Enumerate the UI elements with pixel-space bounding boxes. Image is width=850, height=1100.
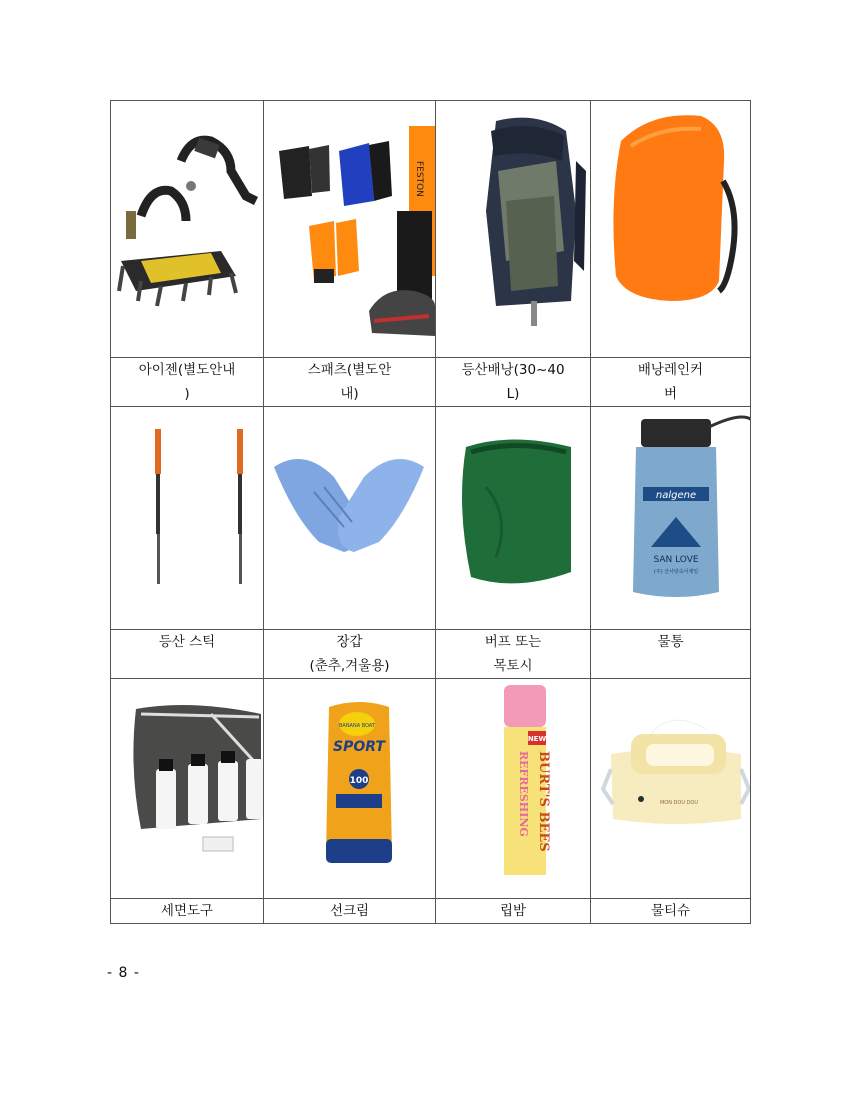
gaiters-label-line2: 내) (340, 386, 359, 402)
wet-wipes-icon (591, 679, 750, 898)
lipbalm-flavor-text: REFRESHING (517, 751, 530, 837)
poles-label-line1: 등산 스틱 (158, 634, 216, 650)
buff-label-line2: 목토시 (493, 658, 533, 674)
toiletries-image-cell (111, 679, 264, 899)
backpack-label-line2: L) (506, 386, 520, 402)
lip-balm-label-cell (436, 899, 591, 924)
bottle-image-cell (591, 407, 751, 630)
wet-wipes-image-cell (591, 679, 751, 899)
water-bottle-icon (591, 407, 750, 629)
pack-cover-icon (591, 101, 750, 357)
gloves-label-cell (264, 630, 436, 679)
poles-image-cell (111, 407, 264, 630)
gaiters-image-cell (264, 101, 436, 358)
sunscreen-brand-text: SPORT (333, 739, 385, 755)
backpack-image-cell (436, 101, 591, 358)
gaiter-brand-text: FESTON (414, 161, 424, 197)
lipbalm-new-text: NEW (527, 735, 547, 743)
toiletries-kit-icon (111, 679, 263, 898)
wipes-brand-text: MON DOU DOU (659, 800, 699, 806)
sunscreen-label-line1: 선크림 (329, 903, 370, 919)
trekking-poles-icon (111, 407, 263, 629)
lipbalm-brand-text: BURT'S BEES (536, 751, 551, 852)
bottle-brand-text: nalgene (655, 490, 697, 501)
backpack-label-line1: 등산배낭(30~40 (461, 362, 565, 378)
buff-label-cell (436, 630, 591, 679)
bottle-label-cell (591, 630, 751, 679)
toiletries-label-line1: 세면도구 (160, 903, 214, 919)
sunscreen-icon (264, 679, 435, 898)
bottle-label-line1: 물통 (657, 634, 684, 650)
crampons-label-line1: 아이젠(별도안내 (138, 362, 236, 378)
gloves-label-line2: (춘추,겨울용) (309, 658, 390, 674)
packing-list-table (110, 100, 751, 924)
gaiters-label-line1: 스패츠(별도안 (307, 362, 392, 378)
gaiters-label-cell (264, 358, 436, 407)
bottle-korean-text: (주) 산사랑숙이제일 (653, 569, 699, 575)
crampons-label-cell (111, 358, 264, 407)
neck-buff-icon (436, 407, 590, 629)
sunscreen-image-cell (264, 679, 436, 899)
gloves-label-line1: 장갑 (336, 634, 363, 650)
lip-balm-icon (436, 679, 590, 898)
sunscreen-label-cell (264, 899, 436, 924)
sunscreen-spf-text: 100 (349, 776, 369, 786)
pack-cover-image-cell (591, 101, 751, 358)
buff-image-cell (436, 407, 591, 630)
crampons-label-line2: ) (184, 386, 190, 402)
gaiters-icon (264, 101, 435, 357)
sunscreen-top-text: BANANA BOAT (338, 723, 376, 729)
bottle-sub-text: SAN LOVE (653, 555, 699, 565)
toiletries-label-cell (111, 899, 264, 924)
pack-cover-label-line1: 배낭레인커 (637, 362, 704, 378)
gloves-icon (264, 407, 435, 629)
lip-balm-label-line1: 립밤 (499, 903, 527, 919)
pack-cover-label-cell (591, 358, 751, 407)
wet-wipes-label-cell (591, 899, 751, 924)
pack-cover-label-line2: 버 (663, 386, 678, 402)
crampons-icon (111, 101, 263, 357)
backpack-label-cell (436, 358, 591, 407)
buff-label-line1: 버프 또는 (484, 634, 542, 650)
lip-balm-image-cell (436, 679, 591, 899)
gloves-image-cell (264, 407, 436, 630)
crampons-image-cell (111, 101, 264, 358)
backpack-icon (436, 101, 590, 357)
wet-wipes-label-line1: 물티슈 (650, 903, 691, 919)
poles-label-cell (111, 630, 264, 679)
page-number: - 8 - (107, 965, 140, 981)
